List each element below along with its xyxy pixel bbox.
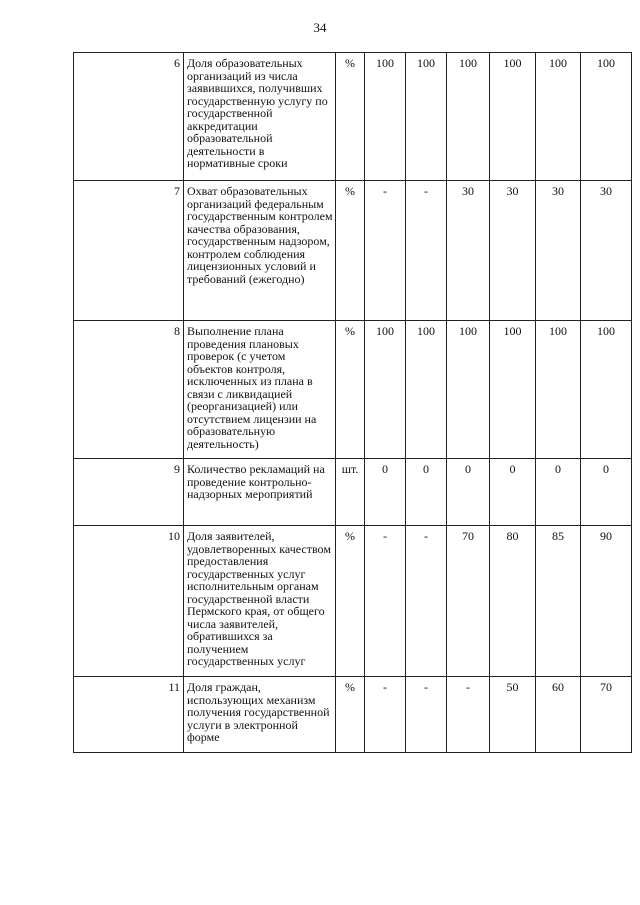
value-cell: 85	[536, 526, 581, 677]
indicators-table	[73, 52, 632, 753]
value-cell: 70	[447, 526, 490, 677]
unit-cell: %	[336, 677, 365, 753]
table-row	[74, 526, 632, 677]
row-number: 9	[74, 459, 184, 526]
value-cell: 30	[490, 181, 536, 321]
unit-cell: %	[336, 181, 365, 321]
value-cell: -	[406, 677, 447, 753]
value-cell: -	[447, 677, 490, 753]
table-row	[74, 53, 632, 181]
value-cell: 60	[536, 677, 581, 753]
value-cell: 100	[536, 53, 581, 181]
indicator-name: Охват образовательных организаций федеральным государственным контролем качества образования, государственным надзором, контролем соблюдения лицензионных условий и требований (ежегодно)	[184, 181, 336, 321]
value-cell: 0	[365, 459, 406, 526]
value-cell: -	[365, 181, 406, 321]
value-cell: 100	[447, 321, 490, 459]
value-cell: 0	[490, 459, 536, 526]
table-row	[74, 677, 632, 753]
row-number: 10	[74, 526, 184, 677]
row-number: 8	[74, 321, 184, 459]
unit-cell: %	[336, 321, 365, 459]
value-cell: 100	[406, 321, 447, 459]
value-cell: 100	[490, 53, 536, 181]
value-cell: 100	[581, 321, 632, 459]
value-cell: 70	[581, 677, 632, 753]
value-cell: 0	[581, 459, 632, 526]
unit-cell: шт.	[336, 459, 365, 526]
page-number: 34	[313, 20, 327, 35]
row-number: 7	[74, 181, 184, 321]
value-cell: 30	[581, 181, 632, 321]
value-cell: 100	[365, 321, 406, 459]
value-cell: 0	[406, 459, 447, 526]
value-cell: 100	[490, 321, 536, 459]
indicator-name: Выполнение плана проведения плановых проверок (с учетом объектов контроля, исключенных из плана в связи с ликвидацией (реорганизацией) или отсутствием лицензии на образовательную деятельность)	[184, 321, 336, 459]
unit-cell: %	[336, 526, 365, 677]
row-number: 6	[74, 53, 184, 181]
value-cell: 0	[447, 459, 490, 526]
value-cell: 100	[536, 321, 581, 459]
value-cell: 100	[447, 53, 490, 181]
value-cell: -	[406, 526, 447, 677]
indicator-name: Доля образовательных организаций из числа заявившихся, получивших государственную услугу по государственной аккредитации образовательной деятельности в нормативные сроки	[184, 53, 336, 181]
table-row	[74, 459, 632, 526]
value-cell: 50	[490, 677, 536, 753]
indicator-name: Доля заявителей, удовлетворенных качеством предоставления государственных услуг исполнительным органам государственной власти Пермского края, от общего числа заявителей, обратившихся за получением государственных услуг	[184, 526, 336, 677]
value-cell: 100	[581, 53, 632, 181]
indicator-name: Доля граждан, использующих механизм получения государственной услуги в электронной форме	[184, 677, 336, 753]
indicator-name: Количество рекламаций на проведение контрольно-надзорных мероприятий	[184, 459, 336, 526]
value-cell: 100	[406, 53, 447, 181]
table-row	[74, 181, 632, 321]
value-cell: 80	[490, 526, 536, 677]
value-cell: 100	[365, 53, 406, 181]
value-cell: 0	[536, 459, 581, 526]
value-cell: 90	[581, 526, 632, 677]
value-cell: 30	[536, 181, 581, 321]
value-cell: 30	[447, 181, 490, 321]
value-cell: -	[365, 677, 406, 753]
table-row	[74, 321, 632, 459]
row-number: 11	[74, 677, 184, 753]
value-cell: -	[406, 181, 447, 321]
value-cell: -	[365, 526, 406, 677]
unit-cell: %	[336, 53, 365, 181]
